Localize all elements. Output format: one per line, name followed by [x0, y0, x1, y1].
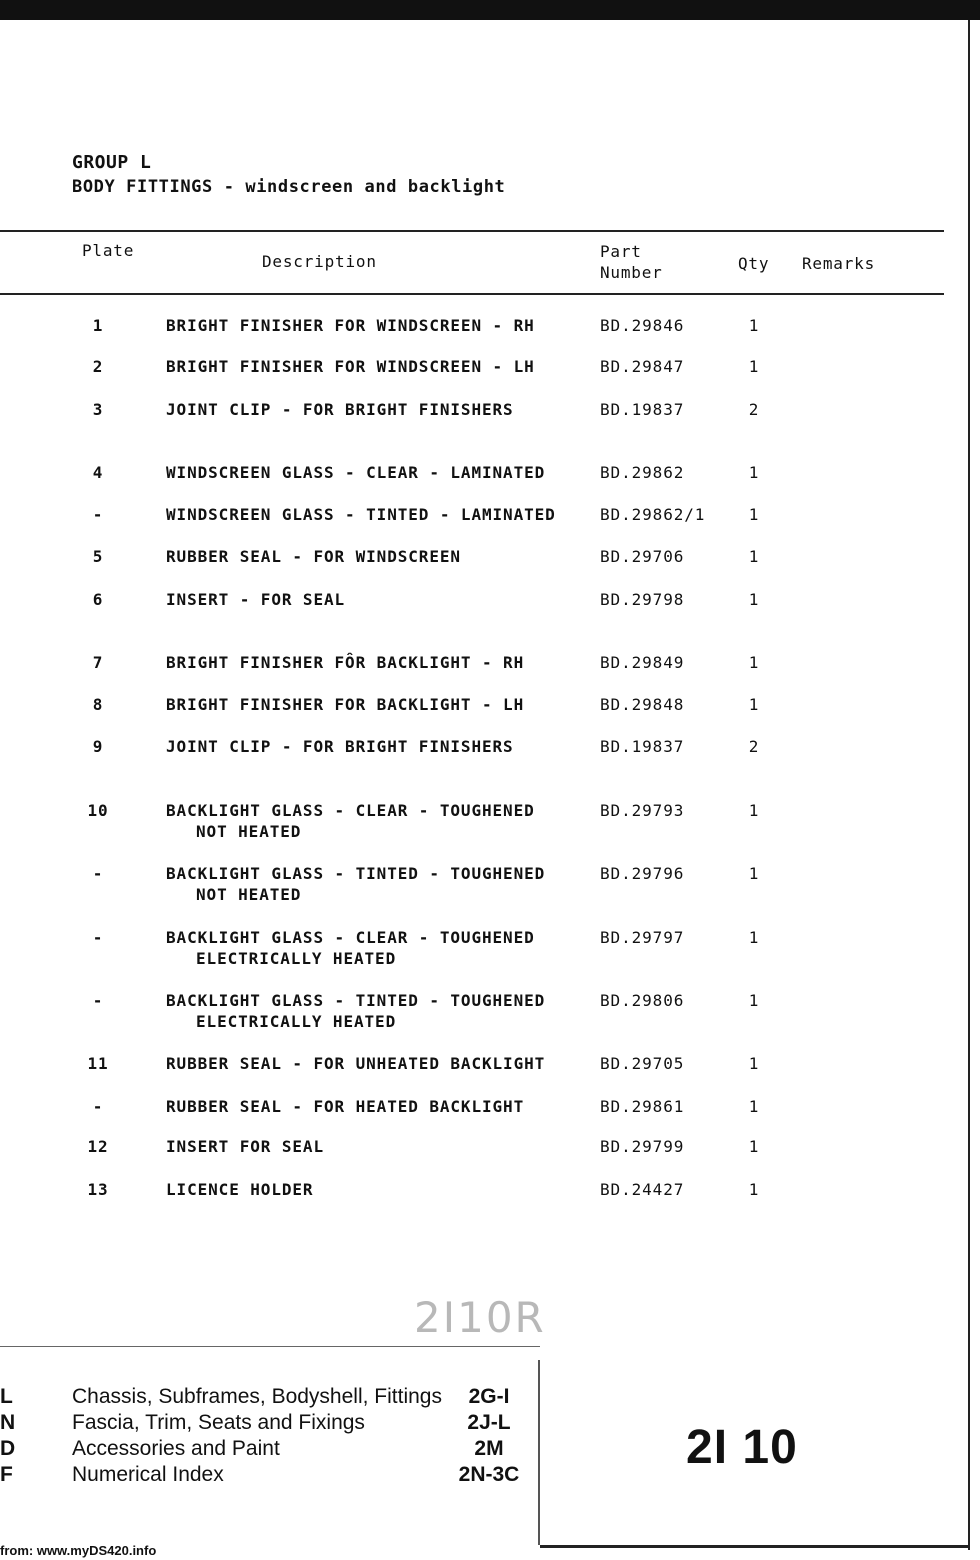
table-row [0, 1096, 980, 1140]
row-qty: 2 [748, 400, 760, 419]
row-part-number: BD.29847 [600, 357, 685, 376]
table-row [0, 927, 980, 971]
row-description-line2: NOT HEATED [196, 822, 302, 841]
section-index-letter: L [0, 1385, 13, 1408]
table-row [0, 863, 980, 907]
row-qty: 1 [748, 316, 760, 335]
group-subtitle: BODY FITTINGS - windscreen and backlight [72, 177, 506, 197]
row-part-number: BD.29848 [600, 695, 685, 714]
row-plate: 11 [87, 1054, 109, 1073]
section-index-item [0, 1437, 540, 1463]
row-part-number: BD.24427 [600, 1180, 685, 1199]
row-description-line2: NOT HEATED [196, 885, 302, 904]
row-description: JOINT CLIP - FOR BRIGHT FINISHERS [166, 400, 514, 419]
column-header-qty: Qty [738, 254, 770, 273]
row-description: RUBBER SEAL - FOR HEATED BACKLIGHT [166, 1097, 525, 1116]
row-plate: 12 [87, 1137, 109, 1156]
row-plate: 5 [92, 547, 104, 566]
row-description: BRIGHT FINISHER FOR WINDSCREEN - RH [166, 316, 535, 335]
row-description: INSERT FOR SEAL [166, 1137, 324, 1156]
row-plate: 2 [92, 357, 104, 376]
row-plate: 7 [92, 653, 104, 672]
row-plate: 13 [87, 1180, 109, 1199]
row-part-number: BD.29705 [600, 1054, 685, 1073]
row-qty: 1 [748, 653, 760, 672]
table-row [0, 315, 980, 359]
row-part-number: BD.29798 [600, 590, 685, 609]
row-description: BRIGHT FINISHER FOR BACKLIGHT - LH [166, 695, 525, 714]
row-qty: 1 [748, 1137, 760, 1156]
row-qty: 1 [748, 1180, 760, 1199]
row-qty: 1 [748, 801, 760, 820]
row-qty: 1 [748, 463, 760, 482]
row-description: BACKLIGHT GLASS - CLEAR - TOUGHENED [166, 801, 535, 820]
row-plate: - [92, 1097, 104, 1116]
scan-top-border [0, 0, 980, 20]
table-row [0, 1179, 980, 1223]
row-plate: 8 [92, 695, 104, 714]
row-description: BACKLIGHT GLASS - TINTED - TOUGHENED [166, 864, 546, 883]
section-index-item [0, 1463, 540, 1489]
row-part-number: BD.29796 [600, 864, 685, 883]
header-bottom-rule [0, 293, 944, 295]
row-part-number: BD.19837 [600, 400, 685, 419]
row-qty: 1 [748, 1097, 760, 1116]
row-plate: - [92, 991, 104, 1010]
row-plate: 3 [92, 400, 104, 419]
row-part-number: BD.29846 [600, 316, 685, 335]
row-part-number: BD.29799 [600, 1137, 685, 1156]
source-credit: from: www.myDS420.info [0, 1543, 157, 1558]
section-index-label: Fascia, Trim, Seats and Fixings [72, 1411, 365, 1434]
row-description: WINDSCREEN GLASS - CLEAR - LAMINATED [166, 463, 546, 482]
row-description: INSERT - FOR SEAL [166, 590, 346, 609]
table-row [0, 356, 980, 400]
row-plate: - [92, 928, 104, 947]
row-part-number: BD.29806 [600, 991, 685, 1010]
column-header-part [600, 241, 663, 283]
section-index-item [0, 1385, 540, 1411]
footer-top-rule [0, 1346, 540, 1347]
page-bottom-edge [540, 1545, 970, 1548]
table-row [0, 694, 980, 738]
header-top-rule [0, 230, 944, 232]
column-header-plate: Plate [82, 241, 135, 260]
row-description: BRIGHT FINISHER FOR WINDSCREEN - LH [166, 357, 535, 376]
row-qty: 1 [748, 505, 760, 524]
table-row [0, 736, 980, 780]
table-row [0, 462, 980, 506]
row-plate: - [92, 864, 104, 883]
section-index-code: 2G-I [468, 1385, 510, 1408]
section-index-code: 2N-3C [458, 1463, 520, 1486]
table-row [0, 652, 980, 696]
row-part-number: BD.29706 [600, 547, 685, 566]
handwritten-stamp: 2I10R [414, 1293, 546, 1342]
row-description: RUBBER SEAL - FOR WINDSCREEN [166, 547, 461, 566]
table-row [0, 1053, 980, 1097]
row-description: JOINT CLIP - FOR BRIGHT FINISHERS [166, 737, 514, 756]
row-qty: 1 [748, 864, 760, 883]
section-index-letter: F [0, 1463, 13, 1486]
column-header-description: Description [262, 252, 377, 271]
row-description: BACKLIGHT GLASS - CLEAR - TOUGHENED [166, 928, 535, 947]
row-qty: 1 [748, 547, 760, 566]
table-row [0, 546, 980, 590]
table-row [0, 504, 980, 548]
table-row [0, 990, 980, 1034]
section-index-item [0, 1411, 540, 1437]
column-header-remarks: Remarks [802, 254, 876, 273]
row-part-number: BD.19837 [600, 737, 685, 756]
row-plate: 6 [92, 590, 104, 609]
table-row [0, 1136, 980, 1180]
row-part-number: BD.29793 [600, 801, 685, 820]
row-description: WINDSCREEN GLASS - TINTED - LAMINATED [166, 505, 556, 524]
row-qty: 1 [748, 590, 760, 609]
section-index-code: 2J-L [467, 1411, 511, 1434]
row-description: BRIGHT FINISHER FÔR BACKLIGHT - RH [166, 653, 525, 672]
section-index-code: 2M [474, 1437, 504, 1460]
group-title: GROUP L [72, 152, 152, 173]
row-description: LICENCE HOLDER [166, 1180, 314, 1199]
section-index-letter: D [0, 1437, 16, 1460]
row-qty: 2 [748, 737, 760, 756]
row-description: BACKLIGHT GLASS - TINTED - TOUGHENED [166, 991, 546, 1010]
row-description: RUBBER SEAL - FOR UNHEATED BACKLIGHT [166, 1054, 546, 1073]
page-right-edge [968, 20, 976, 1550]
section-index-label: Accessories and Paint [72, 1437, 280, 1460]
row-plate: 9 [92, 737, 104, 756]
row-qty: 1 [748, 1054, 760, 1073]
row-qty: 1 [748, 991, 760, 1010]
row-plate: 4 [92, 463, 104, 482]
row-plate: 1 [92, 316, 104, 335]
row-qty: 1 [748, 928, 760, 947]
page-code: 2I 10 [686, 1421, 798, 1474]
column-header-part-line2: Number [600, 263, 663, 282]
row-part-number: BD.29862/1 [600, 505, 706, 524]
row-part-number: BD.29861 [600, 1097, 685, 1116]
row-plate: 10 [87, 801, 109, 820]
section-index-label: Numerical Index [72, 1463, 224, 1486]
section-index-letter: N [0, 1411, 16, 1434]
row-qty: 1 [748, 695, 760, 714]
table-row [0, 800, 980, 844]
row-part-number: BD.29797 [600, 928, 685, 947]
column-header-part-line1: Part [600, 242, 642, 261]
row-qty: 1 [748, 357, 760, 376]
table-row [0, 589, 980, 633]
row-description-line2: ELECTRICALLY HEATED [196, 1012, 397, 1031]
table-row [0, 399, 980, 443]
row-part-number: BD.29849 [600, 653, 685, 672]
row-description-line2: ELECTRICALLY HEATED [196, 949, 397, 968]
row-plate: - [92, 505, 104, 524]
section-index-label: Chassis, Subframes, Bodyshell, Fittings [72, 1385, 442, 1408]
row-part-number: BD.29862 [600, 463, 685, 482]
section-index [0, 1385, 540, 1489]
